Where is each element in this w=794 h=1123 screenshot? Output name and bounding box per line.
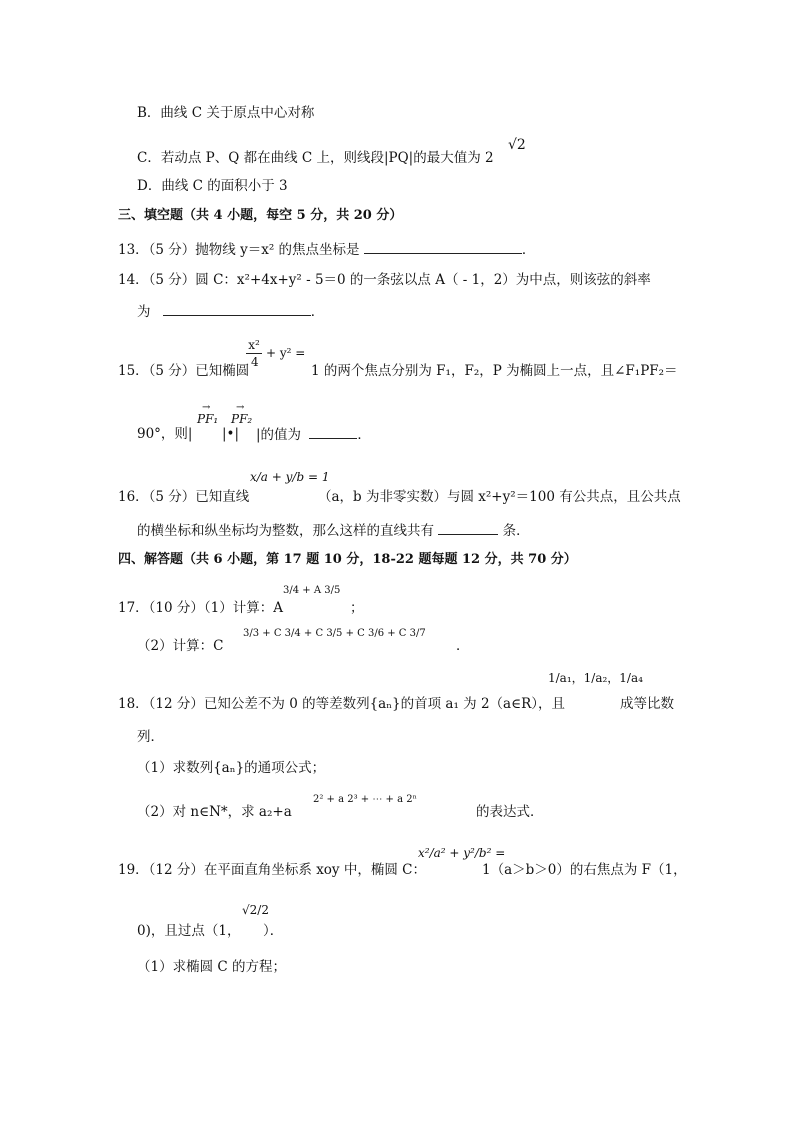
q17-line2-terms: 3/3 + C 3/4 + C 3/5 + C 3/6 + C 3/7 xyxy=(243,628,426,639)
question-18-end: 成等比数 xyxy=(620,696,674,712)
option-b: B．曲线 C 关于原点中心对称 xyxy=(137,105,315,121)
question-14-text2: 为 xyxy=(137,304,151,320)
answer-blank-16 xyxy=(438,521,498,535)
question-15-mid: |•| xyxy=(222,426,240,442)
q16-line-equation: x/a + y/b = 1 xyxy=(250,470,330,484)
question-15-prefix: 15．（5 分）已知椭圆 xyxy=(118,363,250,379)
question-17-line1: 17．（10 分）（1）计算：A xyxy=(118,600,283,616)
q15-frac-num: x² xyxy=(248,338,260,352)
q15-frac-den: 4 xyxy=(251,355,259,369)
question-18-prefix: 18．（12 分）已知公差不为 0 的等差数列{aₙ}的首项 a₁ 为 2（a∈R），且 xyxy=(118,696,566,712)
q17-line1-exponents: 3/4 + A 3/5 xyxy=(283,585,341,596)
question-16-rest: （a，b 为非零实数）与圆 x²+y²＝100 有公共点，且公共点 xyxy=(318,489,681,505)
q15-vector-2: PF₂ xyxy=(231,412,253,426)
question-19-line2-b: ）． xyxy=(263,923,284,939)
answer-blank-14 xyxy=(163,302,311,316)
question-15-line2-b: |的值为 ． xyxy=(256,427,371,443)
question-15-line2-a: 90°，则| xyxy=(137,426,193,442)
section-3-title: 三、填空题（共 4 小题，每空 5 分，共 20 分） xyxy=(118,208,403,223)
q15-vector-1: PF₁ xyxy=(197,412,219,426)
section-4-title: 四、解答题（共 6 小题，第 17 题 10 分，18-22 题每题 12 分，共 70 分） xyxy=(118,552,577,567)
question-17-line1-end: ； xyxy=(350,600,364,616)
question-16-prefix: 16．（5 分）已知直线 xyxy=(118,489,250,505)
question-17-line2: （2）计算：C xyxy=(137,638,224,654)
q18-sub2-series: 2² + a 2³ + ⋯ + a 2ⁿ xyxy=(313,794,417,805)
option-c-sqrt2: √2 xyxy=(508,137,526,153)
answer-blank-13 xyxy=(364,240,522,254)
q15-frac-bar xyxy=(246,353,262,354)
question-18-line2: 列． xyxy=(137,729,164,745)
answer-blank-15 xyxy=(309,425,357,439)
question-18-sub2-c: 的表达式． xyxy=(476,804,544,820)
vector-arrow-icon: → xyxy=(202,402,211,413)
question-15-rest: 1 的两个焦点分别为 F₁，F₂，P 为椭圆上一点，且∠F₁PF₂＝ xyxy=(311,363,678,379)
question-16-line2: 的横坐标和纵坐标均为整数，那么这样的直线共有 条． xyxy=(137,523,530,539)
q19-point-y: √2/2 xyxy=(242,903,269,917)
question-19-sub1: （1）求椭圆 C 的方程； xyxy=(137,959,287,975)
question-13: 13．（5 分）抛物线 y＝x² 的焦点坐标是 ． xyxy=(118,242,536,258)
vector-arrow-icon: → xyxy=(236,402,245,413)
question-19-rest: 1（a＞b＞0）的右焦点为 F（1， xyxy=(482,862,687,878)
question-19-line2-a: 0)，且过点（1， xyxy=(137,923,241,939)
q15-eq: + y² = xyxy=(266,346,306,360)
option-c: C．若动点 P、Q 都在曲线 C 上，则线段|PQ|的最大值为 2 xyxy=(137,150,494,166)
q18-reciprocal-fractions: 1/a₁，1/a₂，1/a₄ xyxy=(548,671,643,685)
q19-ellipse-equation: x²/a² + y²/b² = xyxy=(418,846,506,860)
question-19-prefix: 19．（12 分）在平面直角坐标系 xoy 中，椭圆 C： xyxy=(118,862,426,878)
question-14-line2: 为 ． xyxy=(137,304,325,320)
question-14-line1: 14．（5 分）圆 C：x²+4x+y² - 5＝0 的一条弦以点 A（ - 1，2）为中点，则该弦的斜率 xyxy=(118,272,651,288)
option-d: D．曲线 C 的面积小于 3 xyxy=(137,178,288,194)
question-18-sub2-a: （2）对 n∈N*，求 a₂+a xyxy=(137,804,292,820)
question-17-line2-end: ． xyxy=(456,638,470,654)
question-18-sub1: （1）求数列{aₙ}的通项公式； xyxy=(137,760,326,776)
question-13-text: 13．（5 分）抛物线 y＝x² 的焦点坐标是 xyxy=(118,242,360,258)
